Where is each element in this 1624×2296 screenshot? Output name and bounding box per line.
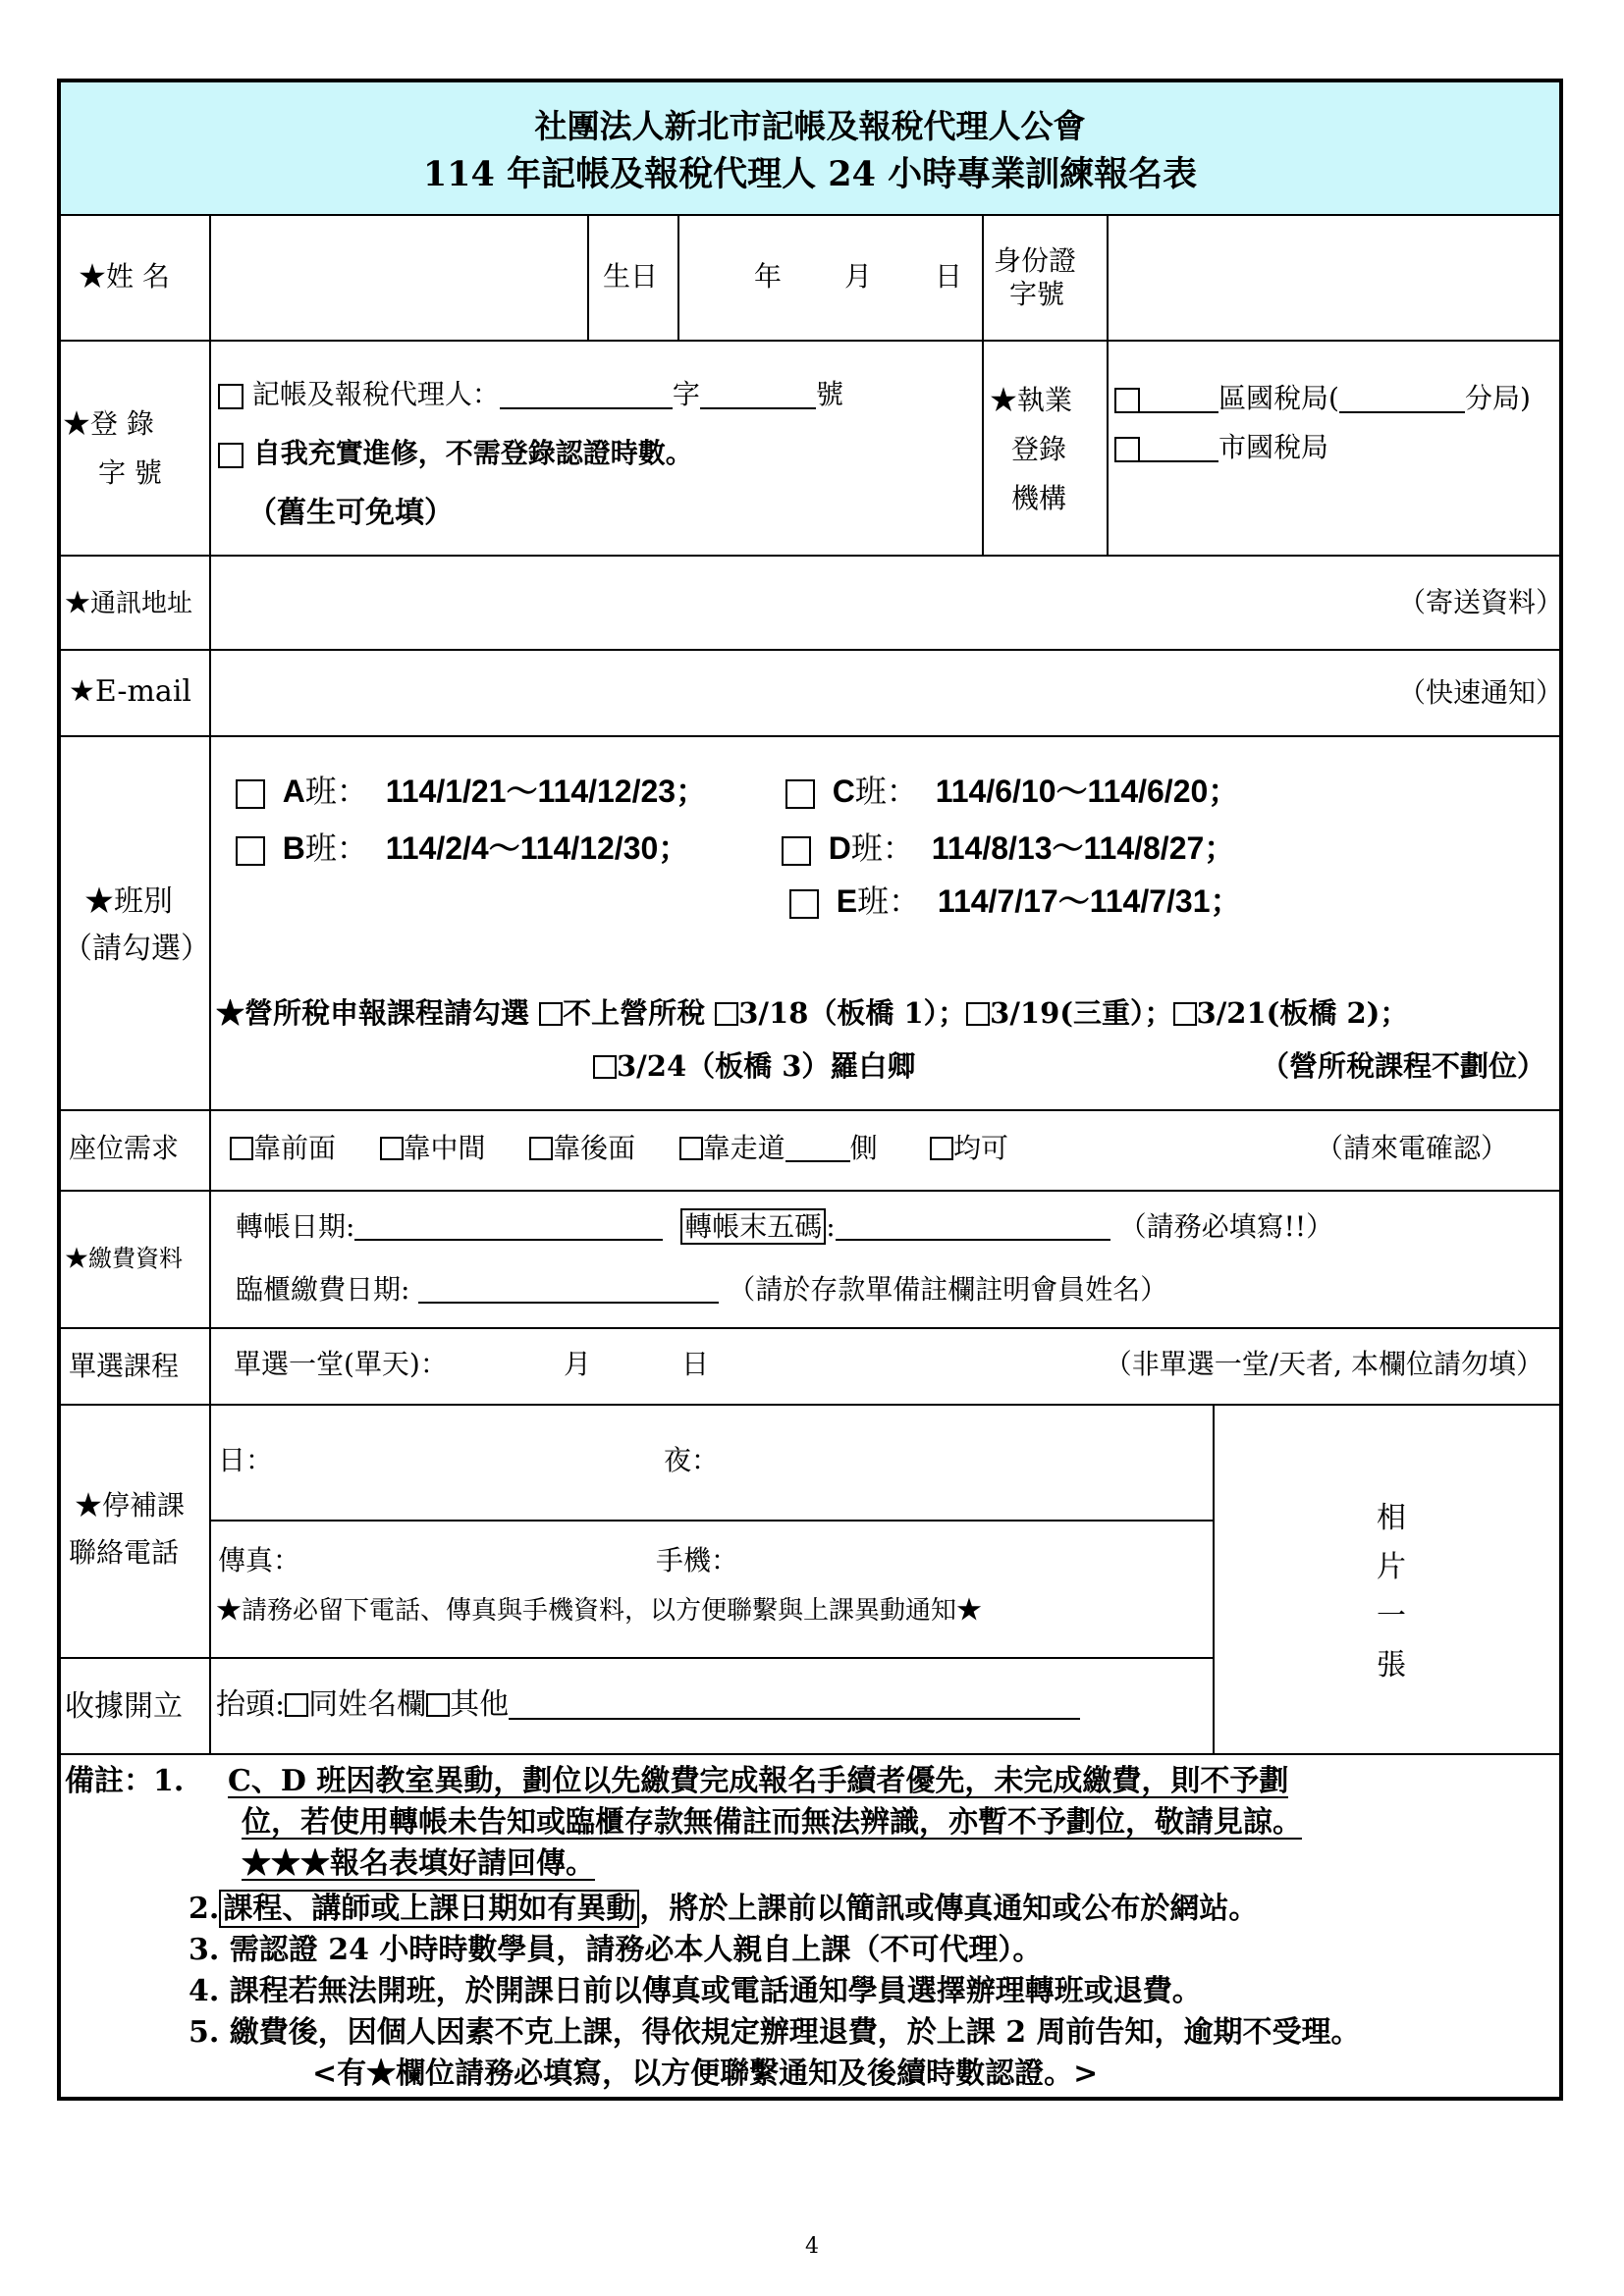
checkbox[interactable] (966, 1002, 990, 1026)
note-2: 2. 課程、講師或上課日期如有異動 ，將於上課前以簡訊或傳真通知或公布於網站。 (189, 1892, 1259, 1926)
checkbox[interactable] (1114, 437, 1140, 462)
row-divider (61, 649, 1559, 651)
seat-options (230, 1132, 1009, 1164)
seat-option: 靠後面 (553, 1132, 636, 1164)
counter-date-line (236, 1273, 1168, 1306)
transfer-date-line (236, 1210, 1334, 1243)
org-label: 登錄 (1011, 433, 1067, 465)
side-blank[interactable] (785, 1137, 850, 1162)
checkbox[interactable] (679, 1137, 703, 1160)
reg-option-text: 記帳及報稅代理人： (251, 378, 500, 410)
note-4: 4. 課程若無法開班，於開課日前以傳真或電話通知學員選擇辦理轉班或退費。 (189, 1974, 1202, 2008)
photo-text: 一 (1377, 1599, 1406, 1633)
note-5: 5. 繳費後，因個人因素不克上課，得依規定辦理退費，於上課 2 周前告知，逾期不受理。 (189, 2015, 1361, 2050)
seat-option: 靠走道 (702, 1132, 785, 1164)
seat-label: 座位需求 (69, 1132, 180, 1164)
note-1: ★★★報名表填好請回傳。 (242, 1846, 595, 1881)
org-label: ★執業 (990, 384, 1073, 416)
reg-label: ★登 錄 (63, 407, 154, 440)
yingsuo-option: 3/19(三重）； (990, 996, 1173, 1030)
checkbox[interactable] (426, 1693, 450, 1717)
class-label: ★班別 (84, 884, 173, 919)
receipt-option: 同姓名欄 (308, 1687, 427, 1722)
day-phone-label: 日： (218, 1444, 274, 1476)
checkbox[interactable] (715, 1002, 738, 1026)
email-field[interactable] (214, 654, 1373, 732)
org-option-city[interactable] (1114, 431, 1329, 463)
seat-option: 均可 (953, 1132, 1009, 1164)
row-divider (61, 1657, 1215, 1659)
photo-text: 張 (1377, 1648, 1406, 1682)
checkbox[interactable] (218, 443, 244, 468)
seat-option: 靠前面 (253, 1132, 337, 1164)
checkbox[interactable] (285, 1693, 308, 1717)
seat-note: （請來電確認） (1316, 1132, 1509, 1164)
seat-side: 側 (849, 1132, 878, 1164)
address-note: （寄送資料） (1397, 586, 1563, 618)
reg-hao-blank[interactable] (700, 384, 816, 409)
org-option-region[interactable] (1114, 382, 1531, 414)
row-divider (61, 214, 1559, 216)
night-phone-field[interactable] (717, 1414, 1208, 1512)
photo-text: 相 (1377, 1501, 1406, 1535)
transfer-date-blank[interactable] (354, 1215, 663, 1241)
note-1: C、D 班因教室異動，劃位以先繳費完成報名手續者優先，未完成繳費，則不予劃 (228, 1764, 1289, 1798)
class-option-c[interactable]: C班： 114/6/10～114/6/20； (785, 775, 1239, 809)
row-divider (61, 1109, 1559, 1111)
note-3: 3. 需認證 24 小時時數學員，請務必本人親自上課（不可代理）。 (189, 1933, 1043, 1967)
checkbox[interactable] (529, 1137, 553, 1160)
night-phone-label: 夜： (664, 1444, 720, 1476)
col-divider (1107, 214, 1109, 555)
transfer-date-label: 轉帳日期: (236, 1210, 355, 1243)
branch-blank[interactable] (1339, 388, 1465, 413)
day-phone-field[interactable] (265, 1414, 648, 1512)
payment-label: ★繳費資料 (65, 1245, 183, 1272)
association-name: 社團法人新北市記帳及報稅代理人公會 (534, 107, 1086, 145)
yingsuo-note: （營所稅課程不劃位） (1260, 1049, 1545, 1083)
id-label: 字號 (1009, 278, 1065, 310)
receipt-line (216, 1687, 1080, 1722)
class-option-e[interactable]: E班： 114/7/17～114/7/31； (789, 885, 1242, 919)
class-option-d[interactable]: D班： 114/8/13～114/8/27； (782, 832, 1235, 866)
single-note: （非單選一堂/天者, 本欄位請勿填） (1104, 1348, 1543, 1380)
yingsuo-lead: ★營所稅申報課程請勾選 (216, 996, 530, 1030)
must-fill-note: （請務必填寫!!） (1118, 1210, 1334, 1243)
checkbox[interactable] (593, 1055, 617, 1079)
yingsuo-option: 3/24（板橋 3）羅白卿 (617, 1049, 916, 1083)
yingsuo-option: 不上營所稅 (563, 996, 706, 1030)
birth-day[interactable]: 日 (935, 260, 963, 293)
counter-note: （請於存款單備註欄註明會員姓名） (728, 1273, 1168, 1306)
id-label: 身份證 (994, 244, 1077, 277)
yingsuo-line-2 (593, 1049, 916, 1083)
single-day[interactable]: 日 (681, 1348, 710, 1380)
row-divider (61, 555, 1559, 557)
colon: : (826, 1210, 836, 1243)
row-divider (61, 1327, 1559, 1329)
checkbox[interactable] (1173, 1002, 1197, 1026)
photo-text: 片 (1377, 1550, 1406, 1584)
checkbox[interactable] (789, 889, 819, 919)
receipt-other-blank[interactable] (509, 1694, 1080, 1720)
reg-option-self[interactable] (218, 437, 693, 469)
address-label: ★通訊地址 (65, 589, 193, 618)
reg-note: （舊生可免填） (247, 496, 454, 530)
reg-label: 字 號 (98, 456, 162, 489)
org-text: 區國稅局( (1218, 382, 1339, 414)
col-divider (677, 214, 679, 342)
checkbox[interactable] (782, 836, 811, 866)
checkbox[interactable] (1114, 388, 1140, 413)
checkbox[interactable] (380, 1137, 404, 1160)
col-divider (587, 214, 589, 342)
name-field[interactable] (214, 218, 583, 336)
row-divider (61, 1190, 1559, 1192)
notes-footer: <有★欄位請務必填寫，以方便聯繫通知及後續時數認證。> (312, 2056, 1099, 2091)
checkbox[interactable] (785, 779, 815, 809)
checkbox[interactable] (236, 836, 265, 866)
reg-hao: 號 (815, 378, 843, 410)
class-label: （請勾選） (63, 932, 210, 966)
reg-option-text: 自我充實進修，不需登錄認證時數。 (252, 437, 693, 469)
receipt-option: 其他 (450, 1687, 510, 1722)
counter-date-label: 臨櫃繳費日期: (236, 1273, 410, 1306)
fax-field[interactable] (304, 1527, 648, 1586)
counter-date-blank[interactable] (418, 1278, 719, 1304)
checkbox[interactable] (539, 1002, 563, 1026)
col-divider (982, 214, 984, 555)
mobile-label: 手機： (656, 1544, 739, 1576)
yingsuo-option: 3/21(板橋 2)； (1196, 996, 1409, 1030)
birth-label: 生日 (603, 260, 659, 293)
checkbox[interactable] (218, 384, 244, 409)
reg-option-agent[interactable] (218, 378, 843, 410)
checkbox[interactable] (930, 1137, 953, 1160)
phone-label: ★停補課 (75, 1489, 186, 1522)
phone-label: 聯絡電話 (69, 1536, 180, 1569)
note-2-boxed: 課程、講師或上課日期如有異動 (219, 1890, 639, 1928)
mobile-field[interactable] (736, 1527, 1208, 1586)
photo-divider (1213, 1404, 1215, 1753)
receipt-text: 抬頭: (216, 1687, 286, 1722)
receipt-label: 收據開立 (65, 1689, 183, 1724)
phone-notice: ★請務必留下電話、傳真與手機資料，以方便聯繫與上課異動通知★ (216, 1596, 983, 1626)
reg-zi-blank[interactable] (500, 384, 673, 409)
label-column-divider (209, 214, 211, 1753)
email-note: （快速通知） (1397, 676, 1563, 709)
row-divider (211, 1520, 1215, 1522)
single-text: 單選一堂(單天)： (234, 1348, 448, 1380)
last5-label: 轉帳末五碼 (680, 1208, 826, 1245)
org-text: 分局) (1464, 382, 1531, 414)
org-text: 市國稅局 (1218, 431, 1329, 463)
org-label: 機構 (1011, 482, 1067, 514)
single-label: 單選課程 (69, 1350, 180, 1382)
notes-lead: 備註：1. (65, 1764, 185, 1798)
class-option-a[interactable]: A班： 114/1/21～114/12/23； (236, 775, 707, 809)
single-month[interactable]: 月 (564, 1348, 592, 1380)
form-title: 114 年記帳及報稅代理人 24 小時專業訓練報名表 (422, 154, 1198, 194)
row-divider (61, 735, 1559, 737)
page-number: 4 (805, 2234, 819, 2259)
city-blank[interactable] (1140, 437, 1218, 462)
email-label: ★E-mail (69, 674, 192, 709)
reg-zi: 字 (672, 378, 700, 410)
note-1: 位，若使用轉帳未告知或臨櫃存款無備註而無法辨識，亦暫不予劃位，敬請見諒。 (242, 1805, 1302, 1840)
birth-year[interactable]: 年 (754, 260, 783, 293)
id-field[interactable] (1111, 218, 1555, 336)
seat-option: 靠中間 (403, 1132, 486, 1164)
last5-blank[interactable] (836, 1215, 1110, 1241)
class-option-b[interactable]: B班： 114/2/4～114/12/30； (236, 832, 689, 866)
name-label: ★姓 名 (79, 260, 170, 293)
fax-label: 傳真： (218, 1544, 301, 1576)
checkbox[interactable] (230, 1137, 253, 1160)
region-blank[interactable] (1140, 388, 1218, 413)
row-divider (61, 1404, 1559, 1406)
yingsuo-line (216, 996, 1409, 1030)
checkbox[interactable] (236, 779, 265, 809)
address-field[interactable] (214, 560, 1373, 646)
row-divider (61, 1753, 1559, 1755)
yingsuo-option: 3/18（板橋 1）； (738, 996, 967, 1030)
birth-month[interactable]: 月 (844, 260, 873, 293)
row-divider (61, 340, 1559, 342)
